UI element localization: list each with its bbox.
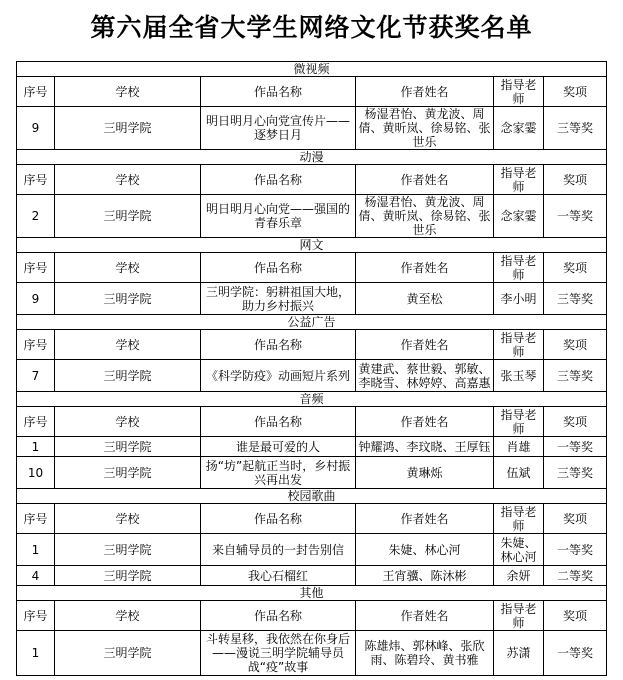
- header-seq: 序号: [17, 601, 55, 631]
- header-award: 奖项: [544, 77, 607, 107]
- cell-authors: 王宵骥、陈沐彬: [356, 566, 494, 586]
- header-row: [17, 165, 607, 195]
- header-school: 学校: [55, 407, 201, 437]
- cell-work-title: 来自辅导员的一封告别信: [201, 534, 356, 566]
- header-work-title: 作品名称: [201, 77, 356, 107]
- cell-school: 三明学院: [55, 457, 201, 489]
- header-advisor: 指导老师: [494, 330, 544, 360]
- cell-advisor: 张玉琴: [494, 360, 544, 392]
- cell-authors: 黄建武、蔡世毅、郭敏、李晓雪、林婷婷、高嘉惠: [356, 360, 494, 392]
- awards-table-body: [17, 62, 607, 676]
- cell-advisor: 苏潇: [494, 631, 544, 676]
- cell-school: 三明学院: [55, 631, 201, 676]
- cell-award: 一等奖: [544, 437, 607, 457]
- cell-authors: 朱婕、林心河: [356, 534, 494, 566]
- cell-seq: 2: [17, 195, 55, 238]
- category-row: [17, 489, 607, 504]
- header-authors: 作者姓名: [356, 504, 494, 534]
- header-award: 奖项: [544, 253, 607, 283]
- cell-school: 三明学院: [55, 437, 201, 457]
- table-row: [17, 534, 607, 566]
- header-advisor: 指导老师: [494, 165, 544, 195]
- header-row: [17, 253, 607, 283]
- table-row: [17, 195, 607, 238]
- cell-advisor: 余妍: [494, 566, 544, 586]
- header-advisor: 指导老师: [494, 601, 544, 631]
- header-school: 学校: [55, 253, 201, 283]
- category-name: 其他: [17, 586, 607, 601]
- cell-seq: 1: [17, 437, 55, 457]
- header-award: 奖项: [544, 504, 607, 534]
- header-school: 学校: [55, 165, 201, 195]
- cell-award: 三等奖: [544, 107, 607, 150]
- header-advisor: 指导老师: [494, 253, 544, 283]
- cell-work-title: 我心石榴红: [201, 566, 356, 586]
- cell-work-title: 谁是最可爱的人: [201, 437, 356, 457]
- header-school: 学校: [55, 77, 201, 107]
- category-name: 校园歌曲: [17, 489, 607, 504]
- category-row: [17, 586, 607, 601]
- header-seq: 序号: [17, 330, 55, 360]
- table-row: [17, 566, 607, 586]
- cell-award: 二等奖: [544, 566, 607, 586]
- header-row: [17, 601, 607, 631]
- cell-award: 三等奖: [544, 283, 607, 315]
- category-row: [17, 150, 607, 165]
- cell-award: 三等奖: [544, 360, 607, 392]
- category-name: 网文: [17, 238, 607, 253]
- cell-advisor: 李小明: [494, 283, 544, 315]
- header-seq: 序号: [17, 165, 55, 195]
- cell-award: 三等奖: [544, 457, 607, 489]
- cell-authors: 杨湿君怡、黄龙波、周倩、黄昕岚、徐易铭、张世乐: [356, 107, 494, 150]
- category-row: [17, 315, 607, 330]
- cell-school: 三明学院: [55, 360, 201, 392]
- cell-award: 一等奖: [544, 631, 607, 676]
- header-row: [17, 407, 607, 437]
- header-row: [17, 330, 607, 360]
- cell-award: 一等奖: [544, 195, 607, 238]
- cell-work-title: 三明学院：躬耕祖国大地，助力乡村振兴: [201, 283, 356, 315]
- cell-work-title: 《科学防疫》动画短片系列: [201, 360, 356, 392]
- cell-authors: 陈雄炜、郭林峰、张欣雨、陈碧玲、黄书雅: [356, 631, 494, 676]
- cell-work-title: 明日明月心向党宣传片——逐梦日月: [201, 107, 356, 150]
- cell-school: 三明学院: [55, 566, 201, 586]
- header-advisor: 指导老师: [494, 504, 544, 534]
- cell-authors: 黄至松: [356, 283, 494, 315]
- table-row: [17, 437, 607, 457]
- header-work-title: 作品名称: [201, 601, 356, 631]
- awards-table: [16, 61, 607, 676]
- header-work-title: 作品名称: [201, 330, 356, 360]
- header-authors: 作者姓名: [356, 601, 494, 631]
- category-name: 动漫: [17, 150, 607, 165]
- cell-authors: 钟耀鸿、李玟晓、王厚钰: [356, 437, 494, 457]
- header-work-title: 作品名称: [201, 165, 356, 195]
- cell-seq: 7: [17, 360, 55, 392]
- table-row: [17, 457, 607, 489]
- header-authors: 作者姓名: [356, 77, 494, 107]
- cell-seq: 9: [17, 107, 55, 150]
- category-name: 公益广告: [17, 315, 607, 330]
- category-row: [17, 238, 607, 253]
- header-advisor: 指导老师: [494, 407, 544, 437]
- cell-seq: 10: [17, 457, 55, 489]
- cell-school: 三明学院: [55, 283, 201, 315]
- header-authors: 作者姓名: [356, 407, 494, 437]
- header-school: 学校: [55, 601, 201, 631]
- category-row: [17, 62, 607, 77]
- cell-authors: 杨湿君怡、黄龙波、周倩、黄昕岚、徐易铭、张世乐: [356, 195, 494, 238]
- cell-school: 三明学院: [55, 534, 201, 566]
- table-row: [17, 360, 607, 392]
- header-work-title: 作品名称: [201, 407, 356, 437]
- cell-seq: 4: [17, 566, 55, 586]
- table-row: [17, 631, 607, 676]
- cell-work-title: 斗转星移，我依然在你身后——漫说三明学院辅导员战“疫”故事: [201, 631, 356, 676]
- cell-work-title: 扬“坊”起航正当时，乡村振兴再出发: [201, 457, 356, 489]
- header-seq: 序号: [17, 407, 55, 437]
- cell-advisor: 朱婕、林心河: [494, 534, 544, 566]
- header-seq: 序号: [17, 504, 55, 534]
- cell-seq: 1: [17, 534, 55, 566]
- cell-seq: 1: [17, 631, 55, 676]
- header-row: [17, 504, 607, 534]
- cell-advisor: 念家霎: [494, 107, 544, 150]
- cell-work-title: 明日明月心向党——强国的青春乐章: [201, 195, 356, 238]
- cell-seq: 9: [17, 283, 55, 315]
- header-seq: 序号: [17, 253, 55, 283]
- cell-school: 三明学院: [55, 107, 201, 150]
- category-name: 音频: [17, 392, 607, 407]
- header-work-title: 作品名称: [201, 504, 356, 534]
- header-authors: 作者姓名: [356, 165, 494, 195]
- header-award: 奖项: [544, 407, 607, 437]
- table-row: [17, 283, 607, 315]
- cell-authors: 黄琳烁: [356, 457, 494, 489]
- cell-advisor: 念家霎: [494, 195, 544, 238]
- cell-advisor: 肖雄: [494, 437, 544, 457]
- header-advisor: 指导老师: [494, 77, 544, 107]
- document-title: 第六届全省大学生网络文化节获奖名单: [90, 13, 533, 42]
- table-row: [17, 107, 607, 150]
- cell-award: 一等奖: [544, 534, 607, 566]
- header-authors: 作者姓名: [356, 253, 494, 283]
- header-row: [17, 77, 607, 107]
- header-award: 奖项: [544, 601, 607, 631]
- header-award: 奖项: [544, 165, 607, 195]
- header-seq: 序号: [17, 77, 55, 107]
- header-award: 奖项: [544, 330, 607, 360]
- header-work-title: 作品名称: [201, 253, 356, 283]
- category-row: [17, 392, 607, 407]
- header-school: 学校: [55, 330, 201, 360]
- cell-advisor: 伍斌: [494, 457, 544, 489]
- header-authors: 作者姓名: [356, 330, 494, 360]
- category-name: 微视频: [17, 62, 607, 77]
- cell-school: 三明学院: [55, 195, 201, 238]
- header-school: 学校: [55, 504, 201, 534]
